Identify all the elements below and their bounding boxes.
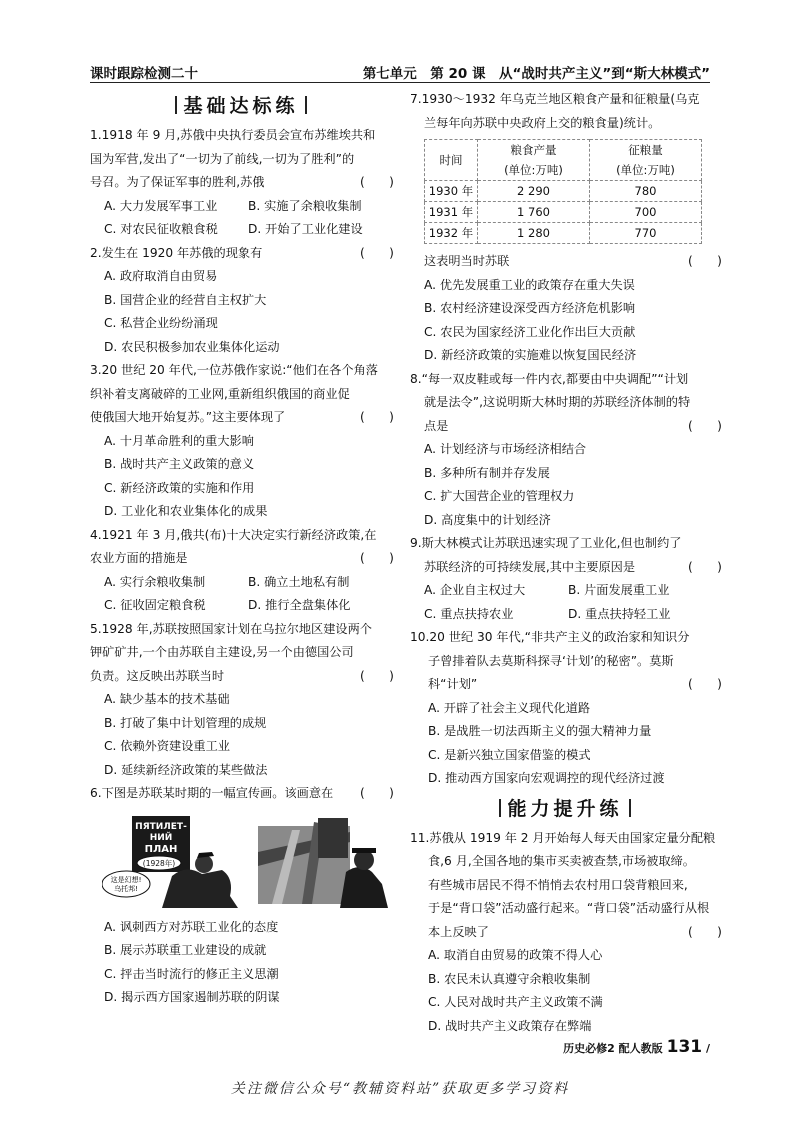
q3-stem-2: 织补着支离破碎的工业网,重新组织俄国的商业促 bbox=[90, 386, 350, 401]
q9-option-d: D. 重点扶持轻工业 bbox=[568, 606, 671, 621]
page-number: 131 bbox=[666, 1037, 703, 1057]
question-8 bbox=[410, 368, 720, 533]
question-5 bbox=[90, 618, 392, 783]
table-header-levy-label: 征粮量 bbox=[628, 143, 663, 157]
section-basic-title: 基础达标练 bbox=[183, 95, 299, 117]
q5-option-d: D. 延续新经济政策的某些做法 bbox=[104, 762, 268, 777]
table-header-time: 时间 bbox=[425, 140, 478, 181]
q5-stem-1: 5.1928 年,苏联按照国家计划在乌拉尔地区建设两个 bbox=[90, 621, 372, 636]
question-1 bbox=[90, 124, 392, 242]
table-header-grain-unit: (单位:万吨) bbox=[504, 163, 563, 177]
section-ability-title: 能力提升练 bbox=[507, 797, 623, 820]
left-column bbox=[90, 88, 392, 1010]
q4-stem-1: 4.1921 年 3 月,俄共(布)十大决定实行新经济政策,在 bbox=[90, 527, 377, 542]
question-11 bbox=[410, 827, 720, 1039]
poster-year-label: (1928年) bbox=[142, 858, 176, 868]
question-7 bbox=[410, 88, 720, 368]
q7-data-table bbox=[424, 139, 702, 244]
q3-option-b: B. 战时共产主义政策的意义 bbox=[104, 457, 255, 471]
q6-propaganda-posters bbox=[102, 812, 392, 910]
q2-option-a: A. 政府取消自由贸易 bbox=[104, 269, 218, 283]
q6-option-d: D. 揭示西方国家遏制苏联的阴谋 bbox=[104, 990, 280, 1004]
table-cell-grain: 1 760 bbox=[478, 202, 590, 223]
poster-left-image bbox=[102, 812, 238, 908]
table-header-levy bbox=[590, 140, 702, 181]
q9-answer-blank: ( ) bbox=[688, 559, 722, 574]
q5-option-a: A. 缺少基本的技术基础 bbox=[104, 692, 230, 706]
q8-option-a: A. 计划经济与市场经济相结合 bbox=[424, 442, 587, 456]
q7-option-b: B. 农村经济建设深受西方经济危机影响 bbox=[424, 301, 636, 315]
poster-title-line-3: ПЛАН bbox=[144, 843, 178, 855]
footer-promo: 关注微信公众号“教辅资料站”获取更多学习资料 bbox=[230, 1081, 570, 1097]
q10-option-d: D. 推动西方国家向宏观调控的现代经济过渡 bbox=[428, 771, 665, 785]
table-header-grain-label: 粮食产量 bbox=[510, 143, 557, 157]
question-10 bbox=[410, 626, 720, 791]
q6-answer-blank: ( ) bbox=[360, 786, 394, 800]
q2-option-d: D. 农民积极参加农业集体化运动 bbox=[104, 339, 280, 354]
q9-option-b: B. 片面发展重工业 bbox=[568, 583, 670, 597]
poster-speech-line-1: 这是幻想! bbox=[110, 875, 142, 884]
q6-stem-1: 6.下图是苏联某时期的一幅宣传画。该画意在 bbox=[90, 786, 334, 800]
q9-stem-1: 9.斯大林模式让苏联迅速实现了工业化,但也制约了 bbox=[410, 536, 682, 550]
q8-answer-blank: ( ) bbox=[688, 418, 722, 433]
table-cell-year: 1931 年 bbox=[425, 202, 478, 223]
q3-stem-3: 使俄国大地开始复苏。”这主要体现了 bbox=[90, 410, 286, 424]
q2-stem-1: 2.发生在 1920 年苏俄的现象有 bbox=[90, 245, 263, 260]
right-column bbox=[410, 88, 720, 1038]
q1-stem-3: 号召。为了保证军事的胜利,苏俄 bbox=[90, 175, 265, 189]
q10-answer-blank: ( ) bbox=[688, 677, 722, 691]
q4-option-c: C. 征收固定粮食税 bbox=[104, 598, 206, 612]
q5-answer-blank: ( ) bbox=[360, 668, 394, 683]
q11-stem-1: 11.苏俄从 1919 年 2 月开始每人每天由国家定量分配粮 bbox=[410, 830, 716, 845]
q3-option-c: C. 新经济政策的实施和作用 bbox=[104, 480, 255, 495]
poster-speech-line-2: 乌托邦! bbox=[114, 884, 138, 893]
question-4 bbox=[90, 524, 392, 618]
footer-book-title: 历史必修2 配人教版 bbox=[563, 1042, 663, 1055]
q3-answer-blank: ( ) bbox=[360, 410, 394, 424]
q10-option-c: C. 是新兴独立国家借鉴的模式 bbox=[428, 747, 591, 762]
q1-option-b: B. 实施了余粮收集制 bbox=[248, 198, 362, 213]
table-row bbox=[425, 223, 702, 244]
q9-stem-2: 苏联经济的可持续发展,其中主要原因是 bbox=[424, 559, 636, 574]
q11-stem-3: 有些城市居民不得不悄悄去农村用口袋背粮回来, bbox=[428, 877, 688, 892]
q6-option-c: C. 抨击当时流行的修正主义思潮 bbox=[104, 966, 279, 981]
q1-option-a: A. 大力发展军事工业 bbox=[104, 198, 218, 213]
q10-stem-2: 子曾排着队去莫斯科探寻‘计划’的秘密”。莫斯 bbox=[428, 653, 674, 668]
table-header-levy-unit: (单位:万吨) bbox=[616, 163, 675, 177]
table-cell-levy: 770 bbox=[590, 223, 702, 244]
q4-stem-2: 农业方面的措施是 bbox=[90, 551, 188, 565]
q7-option-a: A. 优先发展重工业的政策存在重大失误 bbox=[424, 277, 635, 292]
question-3 bbox=[90, 359, 392, 524]
q9-option-a: A. 企业自主权过大 bbox=[424, 583, 526, 597]
section-ability bbox=[410, 795, 720, 823]
q4-option-b: B. 确立土地私有制 bbox=[248, 574, 350, 589]
q7-stem-3: 这表明当时苏联 bbox=[424, 254, 510, 268]
table-row bbox=[425, 181, 702, 202]
q11-stem-2: 食,6 月,全国各地的集市买卖被查禁,市场被取缔。 bbox=[428, 854, 695, 868]
q6-option-a: A. 讽刺西方对苏联工业化的态度 bbox=[104, 919, 279, 934]
q11-stem-5: 本上反映了 bbox=[428, 924, 489, 939]
q8-option-d: D. 高度集中的计划经济 bbox=[424, 512, 551, 527]
q10-stem-1: 10.20 世纪 30 年代,“非共产主义的政治家和知识分 bbox=[410, 630, 690, 644]
table-row bbox=[425, 202, 702, 223]
q5-option-c: C. 依赖外资建设重工业 bbox=[104, 739, 230, 753]
q5-stem-2: 钾矿矿井,一个由苏联自主建设,另一个由德国公司 bbox=[90, 645, 354, 659]
page-header bbox=[90, 60, 710, 83]
table-header-grain bbox=[478, 140, 590, 181]
q7-stem-1: 7.1930～1932 年乌克兰地区粮食产量和征粮量(乌克 bbox=[410, 92, 700, 106]
q5-stem-3: 负责。这反映出苏联当时 bbox=[90, 668, 225, 683]
table-cell-grain: 2 290 bbox=[478, 181, 590, 202]
q10-stem-3: 科“计划” bbox=[428, 677, 478, 691]
q4-answer-blank: ( ) bbox=[360, 551, 394, 565]
header-left: 课时跟踪检测二十 bbox=[90, 66, 198, 82]
q4-option-d: D. 推行全盘集体化 bbox=[248, 598, 351, 612]
table-cell-levy: 700 bbox=[590, 202, 702, 223]
q7-stem-2: 兰每年向苏联中央政府上交的粮食量)统计。 bbox=[424, 115, 661, 130]
section-basic bbox=[90, 92, 392, 120]
header-right: 第七单元 第 20 课 从“战时共产主义”到“斯大林模式” bbox=[362, 66, 710, 82]
q1-answer-blank: ( ) bbox=[360, 175, 394, 189]
q2-option-c: C. 私营企业纷纷涌现 bbox=[104, 316, 218, 330]
q8-option-b: B. 多种所有制并存发展 bbox=[424, 465, 550, 480]
q11-option-b: B. 农民未认真遵守余粮收集制 bbox=[428, 971, 591, 986]
poster-title-line-2: НИЙ bbox=[149, 832, 173, 843]
q8-stem-1: 8.“每一双皮鞋或每一件内衣,都要由中央调配”“计划 bbox=[410, 371, 689, 386]
table-cell-levy: 780 bbox=[590, 181, 702, 202]
q7-option-d: D. 新经济政策的实施难以恢复国民经济 bbox=[424, 348, 637, 362]
table-cell-year: 1930 年 bbox=[425, 181, 478, 202]
q3-option-d: D. 工业化和农业集体化的成果 bbox=[104, 504, 268, 518]
q7-option-c: C. 农民为国家经济工业化作出巨大贡献 bbox=[424, 324, 636, 339]
q8-stem-2: 就是法令”,这说明斯大林时期的苏联经济体制的特 bbox=[424, 395, 691, 409]
question-2 bbox=[90, 242, 392, 360]
q11-answer-blank: ( ) bbox=[688, 924, 722, 939]
question-9 bbox=[410, 532, 720, 626]
q10-option-a: A. 开辟了社会主义现代化道路 bbox=[428, 700, 591, 715]
q2-option-b: B. 国营企业的经营自主权扩大 bbox=[104, 292, 267, 307]
q10-option-b: B. 是战胜一切法西斯主义的强大精神力量 bbox=[428, 724, 652, 738]
q1-option-c: C. 对农民征收粮食税 bbox=[104, 222, 218, 236]
q11-option-d: D. 战时共产主义政策存在弊端 bbox=[428, 1018, 592, 1033]
poster-title-line-1: ПЯТИЛЕТ- bbox=[135, 821, 187, 832]
q2-answer-blank: ( ) bbox=[360, 245, 394, 260]
q4-option-a: A. 实行余粮收集制 bbox=[104, 574, 206, 589]
q7-answer-blank: ( ) bbox=[688, 254, 722, 268]
question-6 bbox=[90, 782, 392, 1010]
footer-book-info: 历史必修2 配人教版 131 / bbox=[563, 1037, 710, 1057]
q11-stem-4: 于是“背口袋”活动盛行起来。“背口袋”活动盛行从根 bbox=[428, 901, 710, 915]
q11-option-a: A. 取消自由贸易的政策不得人心 bbox=[428, 948, 603, 962]
q9-option-c: C. 重点扶持农业 bbox=[424, 606, 514, 621]
table-cell-grain: 1 280 bbox=[478, 223, 590, 244]
table-cell-year: 1932 年 bbox=[425, 223, 478, 244]
q3-stem-1: 3.20 世纪 20 年代,一位苏俄作家说:“他们在各个角落 bbox=[90, 363, 378, 377]
q5-option-b: B. 打破了集中计划管理的成规 bbox=[104, 715, 267, 730]
q6-option-b: B. 展示苏联重工业建设的成就 bbox=[104, 943, 267, 957]
q11-option-c: C. 人民对战时共产主义政策不满 bbox=[428, 995, 603, 1009]
q3-option-a: A. 十月革命胜利的重大影响 bbox=[104, 433, 254, 448]
q8-stem-3: 点是 bbox=[424, 418, 449, 433]
q1-stem-1: 1.1918 年 9 月,苏俄中央执行委员会宣布苏维埃共和 bbox=[90, 128, 376, 142]
q1-stem-2: 国为军营,发出了“一切为了前线,一切为了胜利”的 bbox=[90, 151, 355, 166]
q1-option-d: D. 开始了工业化建设 bbox=[248, 222, 363, 236]
poster-right-image bbox=[252, 812, 388, 908]
q8-option-c: C. 扩大国营企业的管理权力 bbox=[424, 489, 575, 503]
